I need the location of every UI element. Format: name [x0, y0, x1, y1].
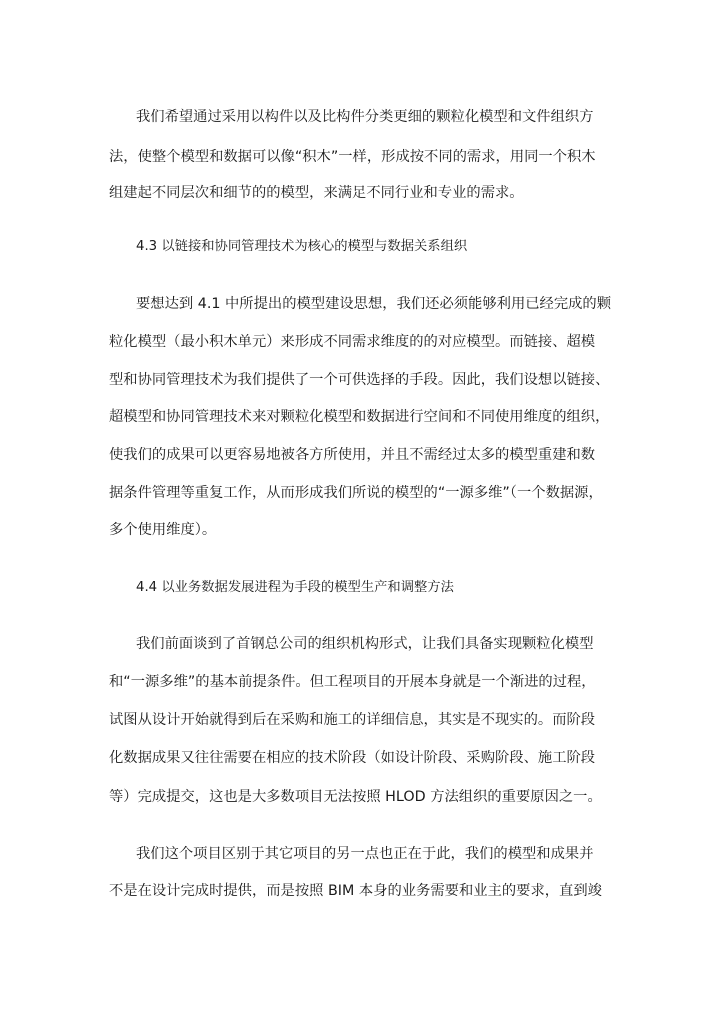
paragraph-3-line-2: 和“一源多维”的基本前提条件。但工程项目的开展本身就是一个渐进的过程，	[109, 674, 596, 690]
paragraph-4-line-2: 不是在设计完成时提供，而是按照 BIM 本身的业务需要和业主的要求，直到竣	[109, 883, 602, 899]
paragraph-2-line-6: 据条件管理等重复工作，从而形成我们所说的模型的“一源多维”（一个数据源，	[109, 485, 603, 501]
section-heading-4-3: 4.3 以链接和协同管理技术为核心的模型与数据关系组织	[136, 239, 468, 254]
paragraph-1-line-3: 组建起不同层次和细节的的模型，来满足不同行业和专业的需求。	[109, 185, 524, 201]
paragraph-2-line-1: 要想达到 4.1 中所提出的模型建设思想，我们还必须能够利用已经完成的颗	[136, 296, 612, 312]
paragraph-2-line-7: 多个使用维度）。	[109, 522, 217, 538]
paragraph-3-line-4: 化数据成果又往往需要在相应的技术阶段（如设计阶段、采购阶段、施工阶段	[109, 750, 596, 766]
paragraph-2-line-3: 型和协同管理技术为我们提供了一个可供选择的手段。因此，我们设想以链接、	[109, 372, 610, 388]
paragraph-3-line-1: 我们前面谈到了首钢总公司的组织机构形式，让我们具备实现颗粒化模型	[136, 636, 594, 652]
paragraph-1-line-1: 我们希望通过采用以构件以及比构件分类更细的颗粒化模型和文件组织方	[136, 109, 594, 125]
paragraph-2-line-4: 超模型和协同管理技术来对颗粒化模型和数据进行空间和不同使用维度的组织，	[109, 409, 610, 425]
paragraph-3-line-5: 等）完成提交，这也是大多数项目无法按照 HLOD 方法组织的重要原因之一。	[109, 789, 602, 805]
paragraph-2-line-2: 粒化模型（最小积木单元）来形成不同需求维度的的对应模型。而链接、超模	[109, 334, 596, 350]
paragraph-2-line-5: 使我们的成果可以更容易地被各方所使用，并且不需经过太多的模型重建和数	[109, 447, 596, 463]
section-heading-4-4: 4.4 以业务数据发展进程为手段的模型生产和调整方法	[136, 580, 454, 595]
paragraph-4-line-1: 我们这个项目区别于其它项目的另一点也正在于此，我们的模型和成果并	[136, 846, 594, 862]
paragraph-3-line-3: 试图从设计开始就得到后在采购和施工的详细信息，其实是不现实的。而阶段	[109, 712, 596, 728]
paragraph-1-line-2: 法，使整个模型和数据可以像“积木”一样，形成按不同的需求，用同一个积木	[109, 149, 596, 165]
